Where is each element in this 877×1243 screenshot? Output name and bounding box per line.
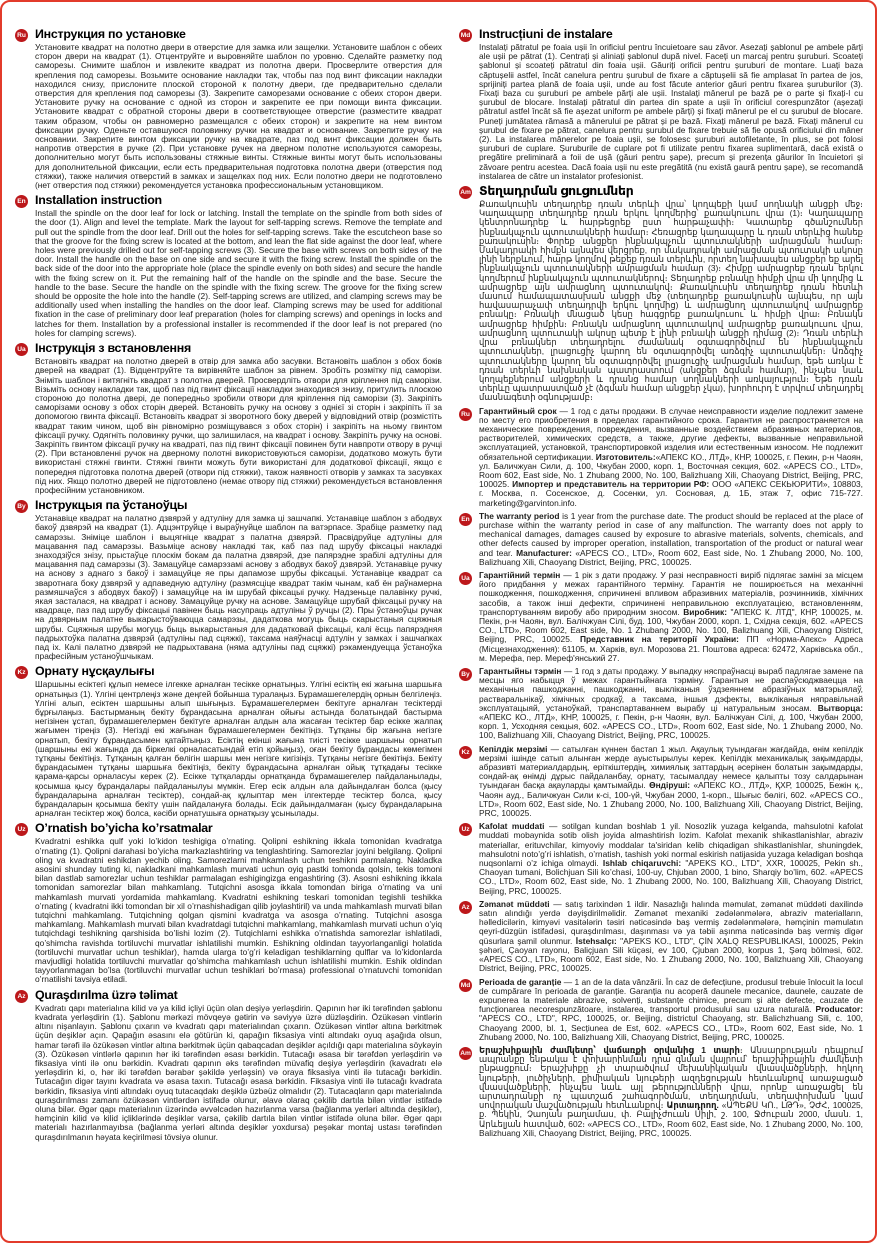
language-badge-md: Md xyxy=(459,29,472,42)
section-body: Zəmanət müddəti — satış tarixindən 1 ildir. Nasazlığı halında məmulat, zəmanət müddəti daxilində satın alındığı yerdə dəyişdirilməlidir. Zəmanət mexaniki zədələnmələrə, abraziv materialların, həlledicilərin, kimyəvi vasitələrin təsiri nəticəsində baş vermiş zədələnmələrə, həmçinin məmulatın qeyri-düzgün istifadəsi, quraşdırılması, daşınması və ya təbii aşınma nəticəsində baş vermiş digər qüsurlara şamil olunmur. İstehsalçı: "APEKS KO., LTD", ÇİN XALQ RESPUBLIKASI, 100025, Pekin şəhəri, Çaoyan rayonu, Baliçjuan Sili küçəsi, ev 100, Çjuban 2000, korpus 1, Şərq bölməsi, 602. «APECS CO., LTD», Room 602, East side, No. 1 Zhubang 2000, No. 100, Balizhuang Xili, Chaoyang District, Beijing, PRC, 100025. xyxy=(479,898,863,974)
section-title: Инструкция по установке xyxy=(35,27,186,41)
section-body: Kvadratni eshikka qulf yoki lo’kidon teshigiga o’rnating. Qolipni eshikning ikkala tomonidan kvadratga o’rnating (1). Qolipni darahasi bo’yicha markazlashtiring va tenglashtiring. Samorezlar joyini belgilang. Qolipni oling va kvadratni eshikdan yechib oling. Samorezlarni mahkamlash uchun teshikni parmalang. Nakladka asosini shunday tuting ki, nakladkani mahkamlash murvati uchun oyiq pastki tomonda qolsin, tekis tomoni bilan dastlab samorezlar uchun teshiklar parmalagan eshigingizga engashtiring (3). Asosni eshikning ikkala tomonidan samorezlar bilan mahkamlang. Tutqichni asosga ikkala tomondan biriga o’rnating va uni mahkamlash murvati yordamida mahkamlang. Kvadratni eshikning teskari tomonidan tegishli teshikka o’rnating ( kvadratni ikki tomondan bir xil o’rnashishadigan qilib joylashtiril) va unda mahkamlash murvati bilan tutqichni mahkamlang. Tutqichning qolgan qismini kvadratga va asosga o’rnating. Tutqichni asosga mahkamlang. Mahkamlash murvati bilan kvadratdagi tutqichni mahkamlang, mahkamlash murvati uchun o’yiq tutqichdagi teshikning qarshisida bo’lishi lozim (2). Tutqichlarni eshikka o’rnatishda samorezlar ishlatiladi, qo’shimcha ravishda tortiluvchi murvatlar ishlatilishi mumkin. Eshikning oldindan tayyorlanganligi holatida (tortiluvchi murvatlar uchun teshiklar), hamda ularga to’g’ri keladigan teshiklarning qulflar va lo’kidonlarda mavjudligi holatida tortiluvchi murvatlar qo’shimcha mahkamlash uchun ishlatilishi mumkin. Eshik oldindan tayyorlanmagan bo’lsa (tortiluvchi murvatlar uchun teshiklari bo’rmasa) professional o’rnatuvchi tomonidan o’rnatilishi tavsiya etiladi. xyxy=(35,836,442,985)
language-badge-kz: Kz xyxy=(15,666,28,679)
section-am-installation xyxy=(459,185,863,402)
language-badge-en: En xyxy=(459,513,472,526)
section-body: Устанавіце квадрат на палатно дзвярэй у адтуліну для замка ці зашчапкі. Устанавіце шаблон з абодвух бакоў дзвярэй на квадрат (1). Адцэнтруйце і выраўнуйце шаблон па ватэрпасе. Зрабіце разметку пад самарэзы. Зніміце шаблон і выцягніце квадрат з палатна дзвярэй. Прасвідруйце адтуліны для мацавання пад самарэзы. Вазьміце аснову накладкі так, каб паз пад шрубу фіксацыі накладкі знаходзіўся знізу, прыстаўце плоскім бокам да палатна дзвярэй, дзе папярэдне зрабілі адтуліны для мацавання пад самарэзы (3). Замацуйце самарэзамі аснову з абодвух бакоў дзвярэй. Устанавіце ручку на аснову з аднаго з бакоў і замацуйце яе пры дапамозе шрубы фіксацыі. Устанавіце квадрат са зваротнага боку дзвярэй у адпаведную адтуліну (размясціце квадрат такім чынам, каб ён раўнамерна размяшчаўся з абодвух бакоў) і замацуйце на ім шрубай фіксацыі ручку. Надзеньце палавінку ручкі, якая засталася, на квадрат і аснову. Замацуйце ручку на аснове. Замацуйце шрубай фіксацыі ручку на квадраце, паз пад шрубу фіксацыі павінен быць насупраць адтуліны ў ручцы (2). Пры ўстаноўцы ручак на дзвярным палатне выкарыстоўваюцца самарэзы, дадаткова могуць быць скарыстаныя сцяжныя шрубы. Сцяжныя шрубы могуць быць выкарыстаныя для дадатковай фіксацыі, калі ёсць папярэдняя падрыхтоўка палатна дзвярэй (адтуліны пад сцяжкі), таксама наяўнасці адтулін у замках і зашчапках пад іх. Калі палатно дзвярэй не падрыхтавана (няма адтуліны пад сцяжкі) рэкамендуецца ўстаноўка прафесійным устаноўшчыкам. xyxy=(35,513,442,662)
language-badge-am: Am xyxy=(459,1047,472,1060)
section-body: Instalați pătratul pe foaia ușii în orificiul pentru încuietoare sau zăvor. Asezați șablonul pe ambele părți ale ușii pe pătrat (1). Centrați și aliniați șablonul după nivel. Faceți un marcaj pentru șuruburi. Scoateți șablonul și scoateți pătratul din foaia ușii. Găuriți orificii pentru șuruburi de montare. Luați baza căptușelii astfel, încât canelura pentru șurubul de fixare a căptușelii să fie amplasat în partea de jos, sprijiniți partea plană de foaia ușii, unde au fost făcute anterior găuri pentru fixarea șuruburilor (3). Fixați baza cu șuruburi pe ambele părți ale ușii. Instalați mânerul pe bază pe o parte și fixați-l cu șurubul de blocare. Instalați pătratul din partea din spate a ușii în orificiul corespunzător (așezați pătratul astfel încât să fie așezat uniform pe ambele părți) și fixați mânerul pe el cu șurubul de blocare. Puneți jumătatea rămasă a mânerului pe pătrat și pe bază. Fixați mânerul pe bază. Fixați mânerul cu șurubul de fixare pe pătrat, canelura pentru șurubul de fixare trebuie să fie opusă orificiului din mâner (2). La instalarea mânerelor pe foaia ușii, se folosesc șuruburi autofiletante, în plus, se pot folosi șuruburi de cuplare. Șuruburile de cuplare pot fi utilizate pentru fixarea suplimentară, dacă există o pregătire preliminară a foii de ușă (găuri pentru șape), precum și prezența găurilor în încuietori și zăvoare pentru acestea. Dacă foaia ușii nu este pregătită (nu există gaură pentru șape), se recomandă instalarea de către un instalator profesionist. xyxy=(479,42,863,181)
section-body: Установите квадрат на полотно двери в отверстие для замка или защелки. Установите шаблон с обеих сторон двери на квадрат (1). Отцентруйте и выровняйте шаблон по уровню. Сделайте разметку под саморезы. Снимите шаблон и извлеките квадрат из полотна двери. Просверлите отверстия для крепления под саморезы. Возьмите основание накладки так, чтобы паз под винт фиксации накладки находился снизу, прислоните плоской стороной к полотну двери, где предварительно сделали отверстия для крепления под саморезы (3). Закрепите саморезами основание с обеих сторон двери. Установите ручку на основание с одной из сторон и закрепите ее при помощи винта фиксации. Установите квадрат с обратной стороны двери в соответствующее отверстие (разместите квадрат таким образом, чтобы он равномерно размещался с обеих сторон) и закрепите на нем винтом фиксации ручку. Оденьте оставшуюся половинку ручки на квадрат и основание. Закрепите ручку на основании. Закрепите винтом фиксации ручку на квадрате, паз под винт фиксации должен быть напротив отверстия в ручке (2). При установке ручек на дверном полотне используются саморезы, дополнительно могут быть использованы стяжные винты. Стяжные винты могут быть использованы для дополнительной фиксации, если есть предварительная подготовка полотна двери (отверстия под стяжки), также наличия отверстий в замках и защелках под них. Если полотно двери не подготовлено (нет отверстия под стяжки) рекомендуется установка профессиональным установщиком. xyxy=(35,42,442,191)
language-badge-ru: Ru xyxy=(15,29,28,42)
section-body: Երաշխիքային ժամկետը՝ վաճառքի օրվանից 1 տարի։ Անսարքության դեպքում ապրանքը ենթակա է փոխարինման դրա գնման վայրում՝ երաշխիքային ժամկետի ընթացքում։ Երաշխիքը չի տարածվում մեխանիկական վնասվածքների, հղկող նյութերի, լուծիչների, քիմիական նյութերի ազդեցության հետևանքով առաջացած վնասվածքների, ինչպես նաև այլ թերությունների վրա, որոնք առաջացել են արտադրանքի ոչ պատշաճ շահագործման, տեղադրման, տեղափոխման կամ սովորական մաշվածության հետևանքով։ Արտադրող. «ԱՊԵՔՍ ԿՈ., ԼԹԴ», ՉԺՀ, 100025, ք. Պեկին, Չաոյան թաղամաս, փ. Բալիչժուան Սիլի, շ. 100, Ջժուբան 2000, մասն. 1, Արևելյան հատված, 602։ «APECS CO., LTD», Room 602, East side, No. 1 Zhubang 2000, No. 100, Balizhuang Xili, Chaoyang District, Beijing, PRC, 100025. xyxy=(479,1044,863,1138)
section-by-installation xyxy=(15,499,442,661)
section-title: Instrucțiuni de instalare xyxy=(479,27,613,41)
language-badge-az: Az xyxy=(459,901,472,914)
section-body: Perioada de garanție — 1 an de la data vânzării. În caz de defecțiune, produsul trebuie înlocuit la locul de cumpărare în perioada de garanție. Garanția nu acoperă daunele mecanice, daunele, cauzate de expunerea la materiale abrazive, solvenți, substanțe chimice, precum și alte defecte, cauzate de funcționarea necorespunzătoare, instalarea, transportul produsului sau uzura naturală. Producator: "APECS CO., LTD", RPC, 100025, or. Beijing, districtul Chaoyang, str. Balichzhuang Sili, c. 100, Chaoyang 2000, bl. 1, Secțiunea de Est, 602. «APECS CO., LTD», Room 602, East side, No. 1 Zhubang 2000, No. 100, Balizhuang Xili, Chaoyang District, Beijing, PRC, 100025. xyxy=(479,976,864,1042)
section-body: The warranty period is 1 year from the purchase date. The product should be replaced at the place of purchase within the warranty period in case of any malfunction. The warranty does not apply to mechanical damages, damages caused by exposure to abrasive materials, solvents, chemicals, and other defects caused by improper operation, installation, transportation of the product or natural wear and tear. Manufacturer: «APECS CO., LTD», Room 602, East side, No. 1 Zhubang 2000, No. 100, Balizhuang Xili, Chaoyang District, Beijing, PRC, 100025. xyxy=(479,510,864,567)
language-badge-kz: Kz xyxy=(459,746,472,759)
section-title: Quraşdırılma üzrə təlimat xyxy=(35,987,178,1002)
language-badge-by: By xyxy=(459,668,472,681)
section-body: Гарантыйны тэрмін — 1 год з даты продажу. У выпадку няспраўнасці выраб падлягае замене па месцы яго набыцця ў межах гарантыйнага тэрміну. Гарантыя не распаўсюджваецца на механічныя пашкоджанні, пашкоджанні, выкліканыя ўздзеяннем абразіўных матэрыялаў, растваральнікаў, хімічных сродкаў, а таксама, іншыя дэфекты, выкліканыя няправільнай эксплуатацыяй, устаноўкай, транспартаваннем вырабу ці натуральным зносам. Вытворца: «АПЕКС КО., ЛТД», КНР, 100025, г. Пекін, р-н Чаоян, вул. Балічжуан Сілі, д. 100, Чжубан 2000, корп. 1, Усходняя секцыя, 602. «APECS CO., LTD», Room 602, East side, No. 1 Zhubang 2000, No. 100, Balizhuang Xili, Chaoyang District, Beijing, PRC, 100025. xyxy=(479,666,863,741)
language-badge-by: By xyxy=(15,500,28,513)
column-left xyxy=(15,28,442,1233)
section-title: Տեղադրման ցուցումներ xyxy=(479,184,634,199)
section-az-warranty xyxy=(459,900,863,974)
section-body: Kvadratı qapı materialına kilid və ya kilid içliyi üçün olan deşiyə yerləşdirin. Qapının hər iki tərəfindən şablonu kvadrata yerləşdirin (1). Şablonu mərkəzi mövqeyə gətirin və səviyyə üzrə düzləşdirin. Özükəsən vintlərin altını nişanlayın. Şablonu çıxarın və kvadratı qapı materialından çıxarın. Özükəsən vintlər altına bərkitmək üçün deşiklər açın. Qapağın əsasını elə götürün ki, qapağın fiksasiya vinti altındakı oyuq aşağıda olsun, hamar tərəfi ilə özükəsən vintlər altına bərkitmək üçün qabaqcadan deşiklər açıldığı qapı materialına söykəyin (3). Özükəsən vintlərlə qapının hər iki tərəfindən əsası bərkidin. Tutacağı əsasa bir tərəfdən yerləşdirin və fiksasiya vinti ilə onu bərkidin. Kvadratı qapının əks tərəfindən müvafiq deşiyə yerləşdirin (kavadratı elə yerləşdirin ki, o, hər iki tərəfdən bərabər şəkildə yerləşsin) və oraya fiksasiya vinti ilə tutacağı bərkidin. Tutacağın digər tayını kvadrata və əsasa taxın. Tutacağı əsasa bərkidin. Fiksasiya vinti ilə tutacağı kvadrata bərkidin, fiksasiya vinti altındakı oyuq tutacaqdakı deşiklə üzbəüz olmalıdır (2). Tutacaqların qapı materialında quraşdırılması zamanı özükəsən vintlərdən istifadə olunur, əlavə olaraq çəkilib dartıla bilən vintlər istifadə oluna bilər. Əgər qapı materialının üzərində əvvəlcədən hazırlanma varsa (bağlanma yerləri altında deşiklər), həmçinin kilid və kilid içliklərində deşiklər varsa, çəkilib dartıla bilən vintlər istifadə oluna bilər. Əgər qapı materialı hazırlanmayıbsa (bağlanma yerləri altında deşiklər yoxdursa) peşəkar montaj ustası tərəfindən quraşdırılmanın həyata keçirilməsi tövsiyə olunur. xyxy=(35,1002,442,1142)
language-badge-uz: Uz xyxy=(459,823,472,836)
section-title: O’rnatish bo’yicha ko’rsatmalar xyxy=(35,821,213,836)
section-kz-warranty xyxy=(459,745,863,819)
section-ru-installation xyxy=(15,28,442,190)
language-badge-ua: Ua xyxy=(459,572,472,585)
column-right xyxy=(459,28,863,1233)
section-kz-installation xyxy=(15,665,442,818)
language-badge-az: Az xyxy=(15,990,28,1003)
section-uz-installation xyxy=(15,822,442,984)
language-badge-ua: Ua xyxy=(15,343,28,356)
language-badge-ru: Ru xyxy=(459,408,472,421)
section-body: Шаршыны есіктегі құлып немесе ілгекке арналған тесікке орнатыңыз. Үлгіні есіктің екі жағына шаршыға орнатыңыз (1). Үлгіні центрлеңіз және деңгей бойынша туралаңыз. Бұрамашегелердің орнын белгілеңіз. Үлгіні алып, есіктен шаршыны алып шығыңыз. Бұрамашегелермен бекітуге арналған тесіктерді бұрғылаңыз. Бастырманың бекіту бұрандасына арналған ойығы астында болатындай бастырма негізінен ұстап, бұрамашегелермен бекітуге арналған алдын ала жасаған тесіктер бар есікке жалпақ жағымен тіреңіз (3). Негізді екі жағынан бұрамашегелермен бекітіңіз. Тұтқаны бір жағына негізге орнатып, бекіту бұрандасымен қатайтыңыз. Есіктің екінші жағына тиісті тесікке шаршыны орнатып (шаршыны екі жағында да біркелкі орналасатындай етіп қойыңыз), оған бекіту бұрандасы көмегімен тұтқаны бекітіңіз. Тұтқаның қалған бөлігін шаршы мен негізге кигізіңіз. Тұтқаны негізге бекітіңіз. Бекіту бұрандасымен тұтқаны шаршыға бекітіңіз, бекіту бұрандасына арналған ойық тұтқадағы тесікке қарама-қарсы орналасуы керек (2). Есікке тұтқаларды орнатқанда бұрамашегелер пайдаланылады, қосымша қысу бұрандалары пайдаланылуы мүмкін. Егер есік алдын ала дайындалған болса (қысу бұрандаларына арналған тесіктер), сондай-ақ құлыптар мен ілгектерде тесіктер болса, қысу бұрандаларын қосымша бекіту үшін пайдалануға болады. Есік дайындалмаған (қысу бұрандаларына арналған тесіктер жоқ) болса, кәсіби орнатушыға орнатқызу ұсынылады. xyxy=(35,679,442,819)
section-md-warranty xyxy=(459,978,863,1042)
language-badge-md: Md xyxy=(459,979,472,992)
section-body: Install the spindle on the door leaf for lock or latching. Install the template on the spindle from both sides of the door (1). Align and level the template. Mark the layout for self-tapping screws. Remove the template and pull out the spindle from the door leaf. Drill out the holes for self-tapping screws. Take the escutcheon base so that the groove for the fixing screw is located at the bottom, and lean the flat side against the door leaf, where holes were previously drilled out for self-tapping screws (3). Secure the base with screws on both sides of the door. Install the handle on the base on one side and secure it with the fixing screw. Install the spindle on the back side of the door into the appropriate hole (place the spindle evenly on both sides) and secure the handle with the fixing screw on it. Put the remaining half of the handle on the spindle and the base. Secure the handle to the base. Secure the handle on the spindle with the fixing screw. The groove for the fixing screw should be opposite the hole into the handle (2). Self-tapping screws are utilized, and clamping screws may be additionally used when installing the handles on the door leaf. Clamping screws may be used for additional fixation in the case of preliminary door leaf preparation (holes for clamping screws) and openings in locks and latches for them. Installation by a professional installer is recommended if the door leaf is not prepared (no holes for clamping screws). xyxy=(35,208,442,338)
section-title: Орнату нұсқаулығы xyxy=(35,664,155,679)
language-badge-uz: Uz xyxy=(15,823,28,836)
section-md-installation xyxy=(459,28,863,181)
section-ru-warranty xyxy=(459,407,863,508)
section-uz-warranty xyxy=(459,822,863,896)
section-title: Інструкцыя па ўстаноўцы xyxy=(35,498,188,513)
section-ua-installation xyxy=(15,342,442,495)
section-en-installation xyxy=(15,194,442,338)
section-az-installation xyxy=(15,989,442,1142)
section-am-warranty xyxy=(459,1046,863,1138)
section-ua-warranty xyxy=(459,571,863,663)
section-body: Гарантійний термін — 1 рік з дати продажу. У разі несправності виріб підлягає заміні за місцем його придбання у межах гарантійного терміну. Гарантія не поширюється на механічні пошкодження, пошкодження, спричинені впливом абразивних матеріалів, розчинників, хімічних засобів, а також інші дефекти, спричинені неправильною експлуатацією, встановленням, транспортуванням виробу або природним зносом. Виробник: "АПЕКС К. ЛТД", КНР, 100025, м. Пекін, р-н Чаоян, вул. Балічжуан Сілі, буд. 100, Чжубан 2000, корп. 1, Східна секція, 602. «APECS CO., LTD», Room 602, East side, No. 1 Zhubang 2000, No. 100, Balizhuang Xili, Chaoyang District, Beijing, PRC, 100025. Представник на території України: ПП «Норма-Апєкс» Адреса (Місцезнаходження): 61105, м. Харків, вул. Морозова 21. Поштова адреса: 62472, Харківська обл., м. Мерефа, пер. Мереф'янський 27. xyxy=(479,569,864,663)
section-title: Installation instruction xyxy=(35,193,162,208)
section-body: Гарантийный срок — 1 год с даты продажи. В случае неисправности изделие подлежит замене по месту его приобретения в пределах гарантийного срока. Гарантия не распространяется на механические повреждения, повреждения, вызванные воздействием абразивных материалов, растворителей, химических средств, а также, другие дефекты, вызванные неправильной эксплуатацией, установкой, транспортировкой изделия или естественным износом. Не подлежит обязательной сертификации. Изготовитель:«АПЕКС КО., ЛТД», КНР, 100025, г. Пекин, р-н Чаоян, ул. Баличжуан Сили, д. 100, Чжубан 2000, корп. 1, Восточная секция, 602. «APECS CO., LTD», Room 602, East side, No. 1 Zhubang 2000, No. 100, Balizhuang Xili, Chaoyang District, Beijing, PRC, 100025. Импортер и представитель на территории РФ: ООО «АПЕКС СЕКЬЮРИТИ», 108803, г. Москва, п. Сосенское, д. Сосенки, ул. Сосновая, д. 1Б, этаж 7, офис 715-727. marketing@garvinton.info. xyxy=(479,405,863,508)
section-en-warranty xyxy=(459,512,863,567)
language-badge-am: Am xyxy=(459,186,472,199)
section-body: Встановіть квадрат на полотно дверей в отвір для замка або засувки. Встановіть шаблон з обох боків дверей на квадрат (1). Відцентруйте та вирівняйте шаблон за рівнем. Зробіть розмітку під саморізи. Зніміть шаблон і витягніть квадрат з полотна дверей. Просвердліть отвори для кріплення під саморізи. Візьміть основу накладки так, щоб паз під гвинт фіксації накладки знаходився знизу, притулить плоскою стороною до полотна двері, де попередньо зробили отвори для кріплення під саморізи (3). Закріпіть саморізами основу з обох сторін дверей. Встановіть ручку на основу з однієї зі сторін і закріпіть її за допомогою гвинта фіксації. Встановіть квадрат зі зворотного боку дверей у відповідний отвір (розмістіть квадрат таким чином, щоб він рівномірно розміщувався з обох сторін) і закріпіть на ньому гвинтом фіксації ручку. Одягніть половинку ручки, що залишилася, на квадрат і основу. Закріпіть ручку на основі. Закріпіть гвинтом фіксації ручку на квадраті, паз під гвинт фіксації повинен бути навпроти отвору в ручці (2). При встановленні ручок на дверному полотні використовуються саморізи, додатково можуть бути використані стяжні гвинти. Стяжні гвинти можуть бути використані для додаткової фіксації, якщо є попередня підготовка полотна дверей (отвори під стяжки), також наявності отворів у замках та засувках під них. Якщо полотно дверей не підготовлено (немає отвору під стяжки) рекомендується встановлення професійним установником. xyxy=(35,356,442,495)
section-by-warranty xyxy=(459,667,863,741)
section-body: Kafolat muddati — sotilgan kundan boshlab 1 yil. Nosozlik yuzaga kelganda, mahsulotni kafolat muddati mobaynida sotib olish joyida almashtirish lozim. Kafolat mexanik shikastlanishlar, abraziv materiallar, erituvchilar, kimyoviy moddalar ta'siridan kelib chiqadigan shikastlanishlar, shuningdek, mahsulotni noto’g’ri ishlatish, o’rnatish, tashish yoki normal eskirish natijasida yuzaga keladigan boshqa nuqsonlarni o’z ichiga olmaydi. Ishlab chiqaruvchi: "APEKS KO., LTD", XXR, 100025, Pekin sh., Chaoyan tumani, Bolichjuan Sili ko’chasi, 100-uy, Chjuban 2000, 1 bino, Sharqiy bo’lim, 602. «APECS CO., LTD», Room 602, East side, No. 1 Zhubang 2000, No. 100, Balizhuang Xili, Chaoyang District, Beijing, PRC, 100025. xyxy=(479,821,863,896)
section-body: Кепілдік мерзімі — сатылған күннен бастап 1 жыл. Ақаулық туындаған жағдайда, өнім кепілдік мерзімі ішінде сатып алынған жерде ауыстырылуы керек. Кепілдік механикалық зақымдарды, абразивті материалдардың, еріткіштердің, химиялық заттардың әсерінен болатын зақымдарды, сондай-ақ өнімді дұрыс пайдаланбау, орнату, тасымалдау немесе қалыпты тозу салдарынан туындаған басқа ақауларды қамтымайды. Өндіруші: «АПЕКС КО., ЛТД», ҚХР, 100025, Бежін қ., Чаоян ауд., Баличжуан Сили к-сі, 100-үй, Чжубан 2000, 1-корп., Шығыс бөлігі, 602. «APECS CO., LTD», Room 602, East side, No. 1 Zhubang 2000, No. 100, Balizhuang Xili, Chaoyang District, Beijing, PRC, 100025. xyxy=(479,743,863,819)
section-body: Քառակուսին տեղադրեք դռան տերևի վրա՝ կողպեքի կամ սողնակի անցքի մեջ։ Կաղապարը տեղադրեք դռան երկու կողմերից՝ քառակուսու վրա (1)։ Կաղապարը կենտրոնադրեք և հարթեցրեք ըստ հարթաչափի։ Կատարեք գծանշումներ ինքնակպչուն պտուտակների համար։ Հեռացրեք կաղապարը և դռան տերևից հանեք քառակուսին։ Փորեք անցքեր ինքնակպչուն պտուտակների ամրացման համար։ Մակադրակի հիմքն այնպես վերցրեք, որ մակադրակի ամրացման պտուտակի ակոսը լինի ներքևում, հարթ կողմով թեքեք դռան տերևին, որտեղ նախապես անցքեր եք արել ինքնակպչուն պտուտակների ամրացման համար (3)։ Հիմքը ամրացրեք դռան երկու կողմերում ինքնակպչուն պտուտակներով։ Տեղադրեք բռնակը հիմքի վրա մի կողմից և ամրացրեք այն ամրացնող պտուտակով։ Քառակուսին տեղադրեք դռան հետևի մասում համապատասխան անցքի մեջ (տեղադրեք քառակուսին այնպես, որ այն հավասարաչափ տեղադրվի երկու կողմից) և ամրացնող պտուտակով ամրացրեք բռնակը։ Բռնակի մնացած կեսը հագցրեք քառակուսու և հիմքի վրա։ Բռնակն ամրացրեք հիմքին։ Բռնակն ամրացնող պտուտակով ամրացրեք քառակուսու վրա, ամրացնող պտուտակի ակոսը պետք է լինի բռնակի անցքի դիմաց (2)։ Դռան տերևի վրա բռնակներ տեղադրելու ժամանակ օգտագործվում են ինքնակպչուն պտուտակներ, լրացուցիչ կարող են օգտագործվել առձգիչ պտուտակներ։ Առձգիչ պտուտակները կարող են օգտագործվել լրացուցիչ ամրացման համար, եթե առկա է դռան տերևի նախնական պատրաստում (անցքեր ձգման համար), ինչպես նաև կողպեքներում անցքերի և դրանց համար սողնակների առկայություն։ Եթե դռան տերևը պատրաստված չէ (ձգման համար անցքեր չկա), խորհուրդ է տրվում տեղադրել մասնագետի օգնությամբ։ xyxy=(479,199,863,403)
language-badge-en: En xyxy=(15,195,28,208)
section-title: Інструкція з встановлення xyxy=(35,341,191,356)
